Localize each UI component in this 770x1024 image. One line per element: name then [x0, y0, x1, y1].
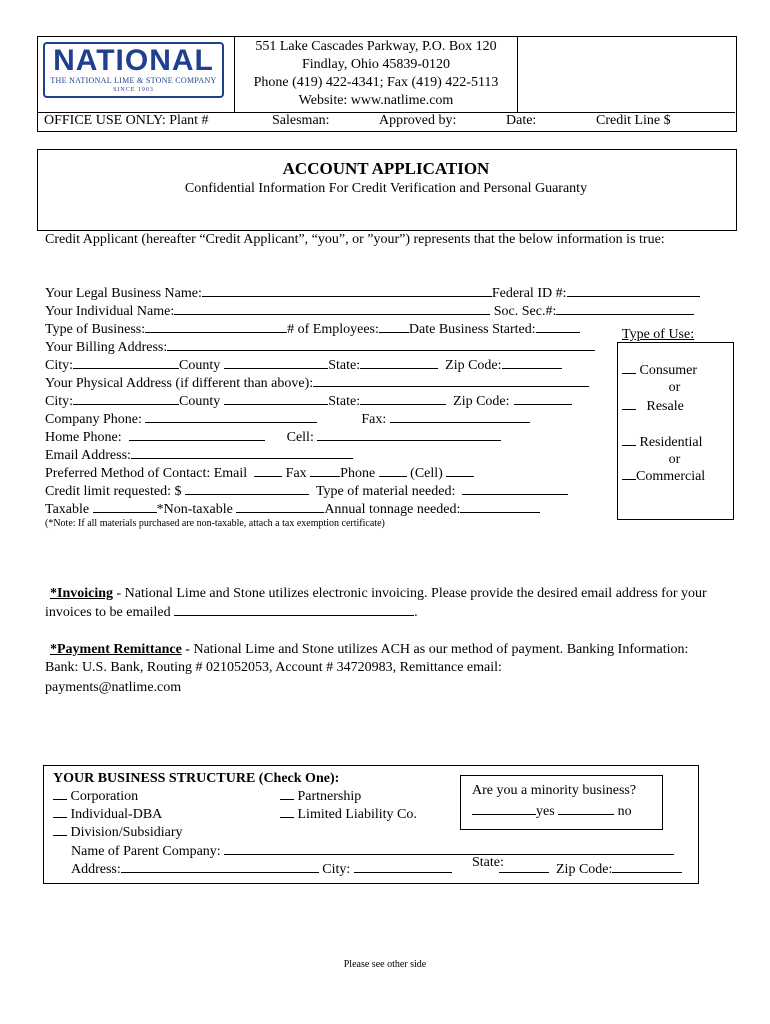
- use-or-text-2: or: [668, 452, 681, 467]
- parent-address-label: Address:: [71, 862, 121, 877]
- cell-field[interactable]: [317, 428, 501, 441]
- physical-address-label: Your Physical Address (if different than above):: [45, 376, 314, 391]
- minority-no-field[interactable]: [558, 802, 614, 815]
- date-label: Date:: [506, 113, 537, 128]
- legal-name-label: Your Legal Business Name:: [45, 286, 202, 301]
- parent-address-row: [71, 860, 452, 879]
- material-needed-field[interactable]: [462, 482, 568, 495]
- resale-checkbox[interactable]: [622, 397, 636, 410]
- partnership-option[interactable]: [280, 787, 361, 806]
- resale-option[interactable]: [622, 397, 684, 416]
- employees-label: # of Employees:: [287, 322, 379, 337]
- physical-address-field[interactable]: [313, 374, 589, 387]
- logo-tagline: THE NATIONAL LIME & STONE COMPANY: [50, 76, 217, 85]
- contact-phone-label: Phone: [340, 466, 376, 481]
- taxable-checkbox[interactable]: [93, 500, 157, 513]
- corporation-label: Corporation: [70, 789, 139, 804]
- individual-name-field[interactable]: [174, 302, 490, 315]
- billing-city-row: [45, 356, 562, 375]
- individual-checkbox[interactable]: [53, 805, 67, 818]
- invoicing-text: - National Lime and Stone utilizes electronic invoicing. Please provide the desired email address for your: [113, 586, 707, 601]
- individual-name-label: Your Individual Name:: [45, 304, 175, 319]
- parent-company-row: [71, 842, 674, 861]
- contact-phone-checkbox[interactable]: [379, 464, 407, 477]
- billing-county-field[interactable]: [224, 356, 328, 369]
- payment-bank-info: Bank: U.S. Bank, Routing # 021052053, Account # 34720983, Remittance email:: [45, 660, 502, 675]
- commercial-checkbox[interactable]: [622, 467, 636, 480]
- contact-cell-checkbox[interactable]: [446, 464, 474, 477]
- approved-by-label: Approved by:: [379, 113, 457, 128]
- minority-question: Are you a minority business?: [472, 783, 637, 798]
- company-phone-field[interactable]: [145, 410, 317, 423]
- consumer-checkbox[interactable]: [622, 361, 636, 374]
- email-row: [45, 446, 353, 465]
- contact-fax-checkbox[interactable]: [310, 464, 340, 477]
- llc-option[interactable]: [280, 805, 417, 824]
- physical-zip-field[interactable]: [514, 392, 572, 405]
- billing-address-label: Your Billing Address:: [45, 340, 168, 355]
- physical-state-label: State:: [328, 394, 361, 409]
- invoice-email-field[interactable]: [174, 603, 414, 616]
- payment-paragraph: [50, 641, 688, 659]
- tonnage-label: Annual tonnage needed:: [324, 502, 461, 517]
- logo-wordmark: NATIONAL: [53, 44, 214, 77]
- minority-yes-label: yes: [536, 804, 555, 819]
- non-taxable-label: *Non-taxable: [156, 502, 233, 517]
- consumer-label: Consumer: [639, 363, 698, 378]
- header-vertical-divider-right: [517, 36, 518, 112]
- employees-field[interactable]: [379, 320, 409, 333]
- footer-note: Please see other side: [343, 959, 427, 970]
- email-label: Email Address:: [45, 448, 131, 463]
- business-type-label: Type of Business:: [45, 322, 146, 337]
- parent-address-field[interactable]: [121, 860, 319, 873]
- contact-cell-label: (Cell): [410, 466, 443, 481]
- physical-zip-label: Zip Code:: [453, 394, 510, 409]
- parent-company-field[interactable]: [224, 842, 674, 855]
- credit-limit-field[interactable]: [185, 482, 309, 495]
- company-phone-row: [45, 410, 530, 429]
- invoicing-paragraph: [50, 585, 707, 603]
- page-subtitle: Confidential Information For Credit Verification and Personal Guaranty: [184, 181, 588, 196]
- billing-state-field[interactable]: [360, 356, 438, 369]
- invoice-email-label: invoices to be emailed: [45, 605, 171, 620]
- non-taxable-checkbox[interactable]: [236, 500, 324, 513]
- intro-statement: Credit Applicant (hereafter “Credit Applicant”, “you”, or ”your”) represents that the below information is true:: [45, 232, 665, 247]
- contact-email-checkbox[interactable]: [254, 464, 282, 477]
- taxable-row: [45, 500, 540, 519]
- business-structure-title: YOUR BUSINESS STRUCTURE (Check One):: [53, 771, 340, 786]
- corporation-option[interactable]: [53, 787, 138, 806]
- residential-option[interactable]: [622, 433, 703, 452]
- individual-option[interactable]: [53, 805, 162, 824]
- home-phone-label: Home Phone:: [45, 430, 122, 445]
- federal-id-field[interactable]: [567, 284, 700, 297]
- fax-label: Fax:: [361, 412, 387, 427]
- credit-line-label: Credit Line $: [596, 113, 671, 128]
- physical-county-label: County: [179, 394, 221, 409]
- individual-label: Individual-DBA: [70, 807, 163, 822]
- division-checkbox[interactable]: [53, 823, 67, 836]
- salesman-label: Salesman:: [272, 113, 330, 128]
- material-needed-label: Type of material needed:: [315, 484, 456, 499]
- tonnage-field[interactable]: [460, 500, 540, 513]
- business-type-row: [45, 320, 580, 339]
- billing-city-label: City:: [45, 358, 74, 373]
- payment-email: payments@natlime.com: [45, 680, 182, 695]
- physical-address-row: [45, 374, 589, 393]
- minority-yes-field[interactable]: [472, 802, 536, 815]
- contact-fax-label: Fax: [285, 466, 307, 481]
- type-of-use-label: Type of Use:: [622, 327, 695, 342]
- taxable-label: Taxable: [45, 502, 90, 517]
- residential-label: Residential: [639, 435, 703, 450]
- partnership-checkbox[interactable]: [280, 787, 294, 800]
- corporation-checkbox[interactable]: [53, 787, 67, 800]
- residential-checkbox[interactable]: [622, 433, 636, 446]
- preferred-contact-label: Preferred Method of Contact: Email: [45, 466, 248, 481]
- parent-zip-label: Zip Code:: [556, 862, 613, 877]
- invoicing-heading: *Invoicing: [50, 586, 114, 601]
- llc-label: Limited Liability Co.: [297, 807, 417, 822]
- business-type-field[interactable]: [145, 320, 287, 333]
- llc-checkbox[interactable]: [280, 805, 294, 818]
- physical-city-row: [45, 392, 572, 411]
- parent-city-field[interactable]: [354, 860, 452, 873]
- credit-limit-row: [45, 482, 568, 501]
- minority-no-label: no: [617, 804, 632, 819]
- parent-zip-row: [499, 860, 682, 879]
- preferred-contact-row: [45, 464, 474, 483]
- division-label: Division/Subsidiary: [70, 825, 183, 840]
- physical-state-field[interactable]: [360, 392, 446, 405]
- company-address-line1: 551 Lake Cascades Parkway, P.O. Box 120: [255, 39, 497, 54]
- company-phone-label: Company Phone:: [45, 412, 142, 427]
- legal-name-field[interactable]: [202, 284, 492, 297]
- invoicing-line2: invoices to be emailed .: [45, 605, 418, 620]
- soc-sec-field[interactable]: [556, 302, 694, 315]
- minority-answer-row: [472, 802, 632, 821]
- page-title: ACCOUNT APPLICATION: [282, 159, 490, 178]
- payment-text: - National Lime and Stone utilizes ACH as our method of payment. Banking Information:: [181, 642, 689, 657]
- billing-address-field[interactable]: [167, 338, 595, 351]
- billing-state-label: State:: [328, 358, 361, 373]
- parent-company-label: Name of Parent Company:: [71, 844, 221, 859]
- parent-state-label: State:: [472, 855, 504, 870]
- header-vertical-divider: [234, 36, 235, 112]
- billing-zip-label: Zip Code:: [445, 358, 502, 373]
- division-option[interactable]: [53, 823, 183, 842]
- federal-id-label: Federal ID #:: [491, 286, 567, 301]
- company-address-line2: Findlay, Ohio 45839-0120: [301, 57, 451, 72]
- physical-city-label: City:: [45, 394, 74, 409]
- parent-zip-field[interactable]: [612, 860, 682, 873]
- fax-field[interactable]: [390, 410, 530, 423]
- billing-zip-field[interactable]: [502, 356, 562, 369]
- home-phone-row: [45, 428, 501, 447]
- parent-state-field[interactable]: [499, 860, 549, 873]
- consumer-option[interactable]: [622, 361, 697, 380]
- soc-sec-label: Soc. Sec.#:: [493, 304, 557, 319]
- email-field[interactable]: [131, 446, 353, 459]
- company-logo: [43, 42, 224, 98]
- physical-city-field[interactable]: [73, 392, 179, 405]
- commercial-label: Commercial: [636, 469, 706, 484]
- logo-since: SINCE 1903: [113, 87, 154, 93]
- credit-limit-label: Credit limit requested: $: [45, 484, 182, 499]
- billing-address-row: [45, 338, 595, 357]
- use-or-text-1: or: [668, 380, 681, 395]
- parent-city-label: City:: [322, 862, 351, 877]
- partnership-label: Partnership: [297, 789, 362, 804]
- billing-county-label: County: [179, 358, 221, 373]
- individual-name-row: [45, 302, 694, 321]
- payment-heading: *Payment Remittance: [50, 642, 182, 657]
- physical-county-field[interactable]: [224, 392, 328, 405]
- company-phone-fax: Phone (419) 422-4341; Fax (419) 422-5113: [253, 75, 499, 90]
- date-started-field[interactable]: [536, 320, 580, 333]
- company-website: Website: www.natlime.com: [298, 93, 454, 108]
- tax-exempt-note: (*Note: If all materials purchased are non-taxable, attach a tax exemption certificate): [45, 518, 385, 529]
- date-started-label: Date Business Started:: [408, 322, 536, 337]
- office-use-label: OFFICE USE ONLY: Plant #: [44, 113, 209, 128]
- legal-name-row: [45, 284, 700, 303]
- home-phone-field[interactable]: [129, 428, 265, 441]
- cell-label: Cell:: [286, 430, 314, 445]
- resale-label: Resale: [646, 399, 684, 414]
- commercial-option[interactable]: [622, 467, 705, 486]
- billing-city-field[interactable]: [73, 356, 179, 369]
